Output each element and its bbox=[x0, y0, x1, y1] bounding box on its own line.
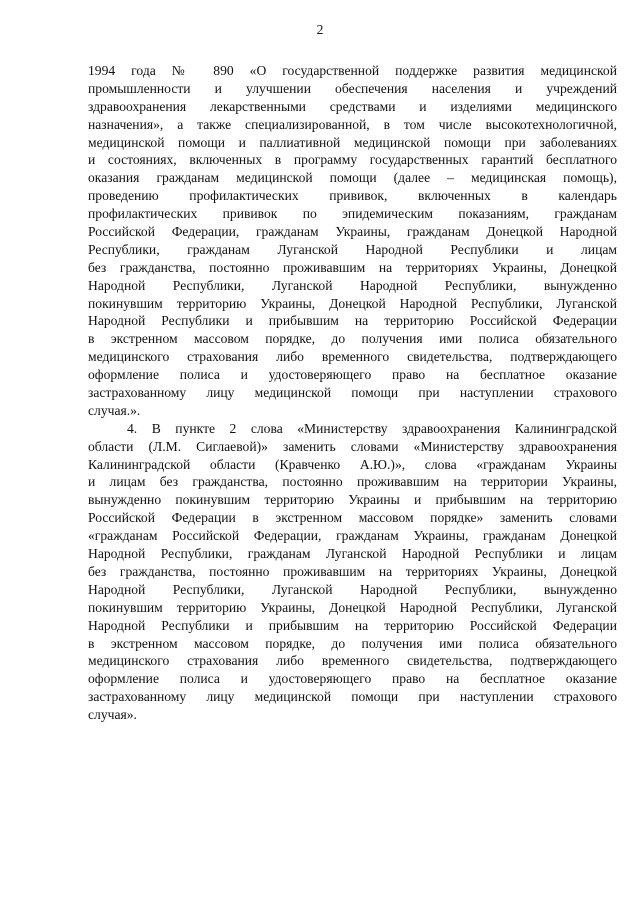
text-line: в экстренном массовом порядке, до получения ими полиса обязательного bbox=[88, 635, 617, 651]
text-line: застрахованному лицу медицинской помощи при наступлении страхового bbox=[88, 385, 617, 401]
text-line: без гражданства, постоянно проживавшим на территориях Украины, Донецкой bbox=[88, 563, 617, 579]
text-line: Народной Республики, Луганской Народной Республики, вынужденно bbox=[88, 277, 617, 293]
page-number: 2 bbox=[316, 22, 324, 37]
text-line: оформление полиса и удостоверяющего право на бесплатное оказание bbox=[88, 671, 617, 687]
text-line: в экстренном массовом порядке, до получения ими полиса обязательного bbox=[88, 331, 617, 347]
text-line: оказания гражданам медицинской помощи (далее – медицинская помощь), bbox=[88, 170, 617, 186]
text-line: «гражданам Российской Федерации, гражданам Украины, гражданам Донецкой bbox=[88, 528, 617, 544]
paragraph bbox=[88, 420, 617, 724]
text-line: Российской Федерации, гражданам Украины, гражданам Донецкой Народной bbox=[88, 224, 617, 240]
text-line: застрахованному лицу медицинской помощи при наступлении страхового bbox=[88, 689, 617, 705]
text-line: без гражданства, постоянно проживавшим на территориях Украины, Донецкой bbox=[88, 259, 617, 275]
text-line: Народной Республики, гражданам Луганской Народной Республики и лицам bbox=[88, 546, 617, 562]
text-line: покинувшим территорию Украины, Донецкой Народной Республики, Луганской bbox=[88, 295, 617, 311]
text-line: 4. В пункте 2 слова «Министерству здравоохранения Калининградской bbox=[127, 420, 617, 436]
text-line: промышленности и улучшении обеспечения населения и учреждений bbox=[88, 80, 617, 96]
text-line: случая.». bbox=[88, 402, 141, 418]
text-line: медицинского страхования либо временного свидетельства, подтверждающего bbox=[88, 653, 617, 669]
document-body bbox=[88, 62, 617, 724]
text-line: медицинского страхования либо временного свидетельства, подтверждающего bbox=[88, 349, 617, 365]
text-line: Народной Республики, Луганской Народной Республики, вынужденно bbox=[88, 581, 617, 597]
text-line: и состояниях, включенных в программу государственных гарантий бесплатного bbox=[88, 152, 617, 168]
text-line: Народной Республики и прибывшим на территорию Российской Федерации bbox=[88, 617, 617, 633]
text-line: здравоохранения лекарственными средствами и изделиями медицинского bbox=[88, 98, 617, 114]
text-line: случая». bbox=[88, 707, 137, 723]
text-line: назначения», а также специализированной, в том числе высокотехнологичной, bbox=[88, 116, 617, 132]
text-line: Российской Федерации в экстренном массовом порядке» заменить словами bbox=[88, 510, 617, 526]
text-line: покинувшим территорию Украины, Донецкой Народной Республики, Луганской bbox=[88, 599, 617, 615]
text-line: области (Л.М. Сиглаевой)» заменить словами «Министерству здравоохранения bbox=[88, 438, 617, 454]
text-line: профилактических прививок по эпидемическим показаниям, гражданам bbox=[88, 206, 617, 222]
text-line: медицинской помощи и паллиативной медицинской помощи при заболеваниях bbox=[88, 134, 617, 150]
text-line: Калининградской области (Кравченко А.Ю.)», слова «гражданам Украины bbox=[88, 456, 617, 472]
text-line: и лицам без гражданства, постоянно проживавшим на территории Украины, bbox=[88, 474, 617, 490]
text-line: Народной Республики и прибывшим на территорию Российской Федерации bbox=[88, 313, 617, 329]
text-line: оформление полиса и удостоверяющего право на бесплатное оказание bbox=[88, 367, 617, 383]
text-line: 1994 года № 890 «О государственной поддержке развития медицинской bbox=[88, 63, 617, 78]
text-line: вынужденно покинувшим территорию Украины и прибывшим на территорию bbox=[88, 492, 617, 508]
paragraph bbox=[88, 62, 617, 420]
text-line: Республики, гражданам Луганской Народной Республики и лицам bbox=[88, 241, 617, 257]
text-line: проведению профилактических прививок, включенных в календарь bbox=[88, 188, 617, 204]
